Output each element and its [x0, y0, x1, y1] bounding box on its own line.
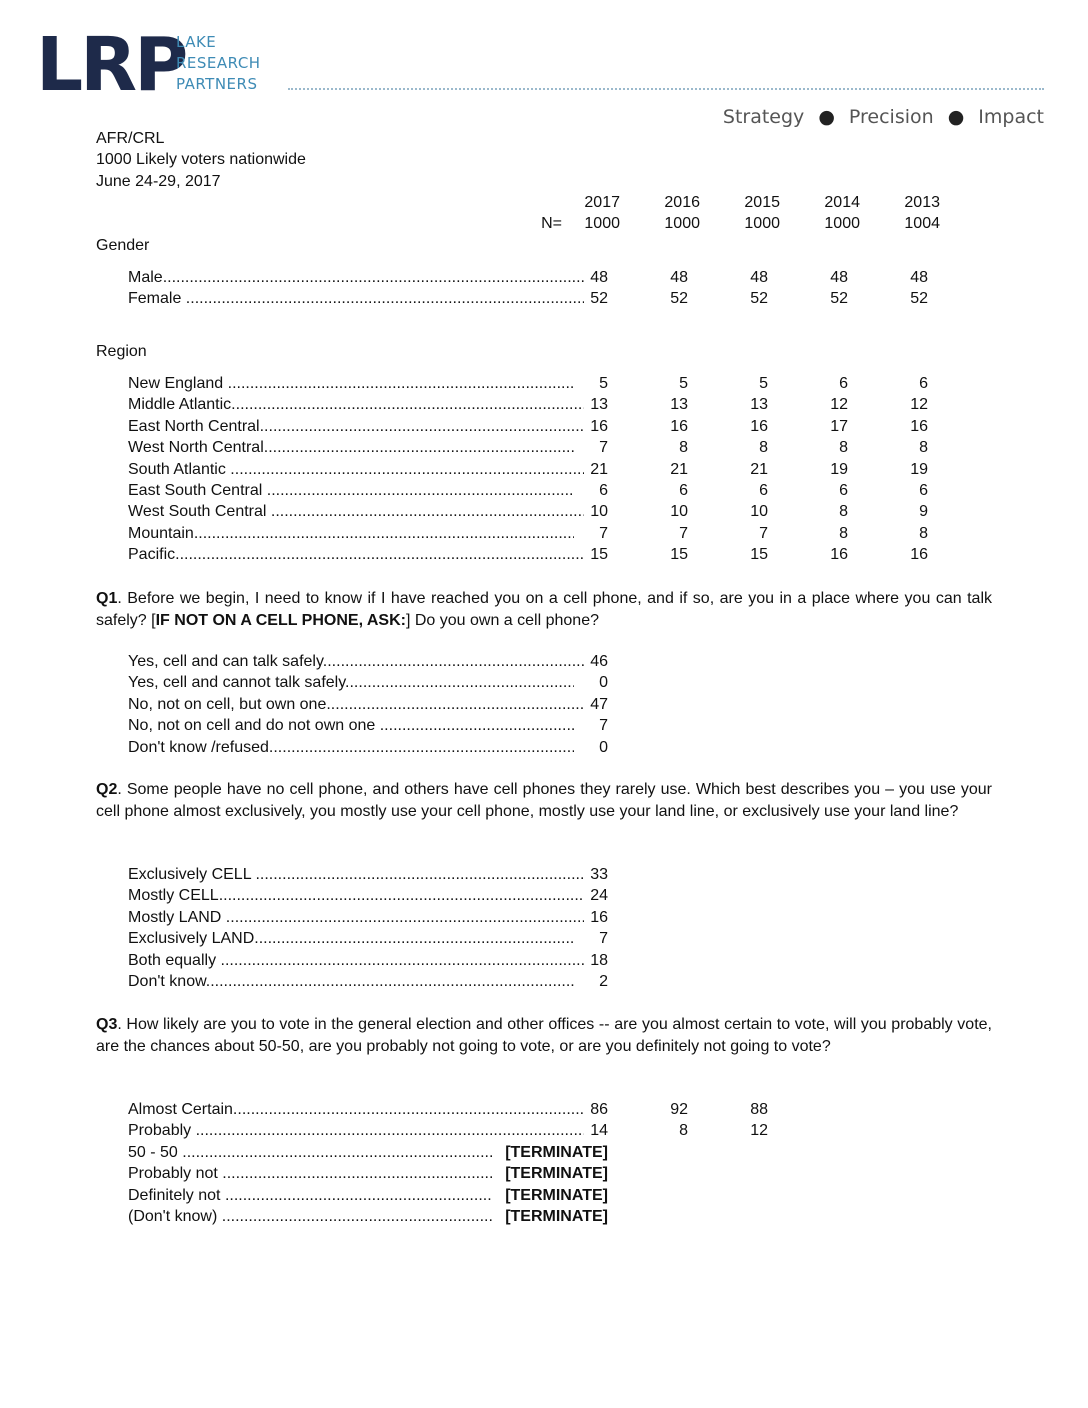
- n-2016: 1000: [664, 215, 700, 232]
- n-2013: 1004: [904, 215, 940, 232]
- row-value: 52: [750, 290, 768, 308]
- lrp-logo-mark: LRP: [36, 22, 186, 108]
- row-value: 48: [750, 269, 768, 286]
- row-value: 17: [830, 417, 848, 435]
- row-value: 15: [750, 546, 768, 564]
- row-label: Middle Atlantic .....: [128, 394, 584, 416]
- row-value: 16: [590, 908, 608, 926]
- row-label: Yes, cell and can talk safely .....: [128, 651, 584, 673]
- table-row: [0, 1099, 1088, 1121]
- row-value: 8: [839, 503, 848, 521]
- row-value: 7: [759, 524, 768, 542]
- row-value: 16: [910, 417, 928, 435]
- field-dates: June 24-29, 2017: [96, 173, 221, 190]
- row-value: 6: [919, 482, 928, 499]
- tagline-impact: Impact: [978, 106, 1044, 128]
- question-text: . Before we begin, I need to know if I have reached you on a cell phone, and if so, are you in a place where you can talk safely? [: [96, 590, 992, 629]
- row-value: 52: [830, 290, 848, 308]
- column-year-2014: 2014: [824, 194, 860, 211]
- row-label: West North Central .....: [128, 437, 574, 459]
- row-value: 33: [590, 866, 608, 883]
- row-value: 7: [599, 930, 608, 948]
- table-row: [0, 288, 1088, 310]
- row-value: 13: [590, 396, 608, 414]
- row-value: 8: [839, 524, 848, 542]
- table-row: [0, 715, 1088, 737]
- row-value: 13: [670, 396, 688, 414]
- row-label: West South Central .....: [128, 501, 584, 523]
- row-value: 6: [839, 375, 848, 392]
- terminate-marker: [TERMINATE]: [505, 1144, 608, 1161]
- row-value: 48: [590, 269, 608, 286]
- table-row: [0, 928, 1088, 950]
- n-2017: 1000: [584, 215, 620, 232]
- row-value: 5: [599, 375, 608, 392]
- row-value: 16: [750, 417, 768, 435]
- row-value: 16: [590, 417, 608, 435]
- row-label: Mostly CELL .....: [128, 885, 584, 907]
- row-label: Don't know /refused .....: [128, 737, 574, 759]
- table-row: [0, 501, 1088, 523]
- row-label: (Don't know) .....: [128, 1206, 492, 1228]
- row-value: 7: [679, 524, 688, 542]
- logo-line-lake: LAKE: [176, 33, 217, 51]
- interviewer-instruction: IF NOT ON A CELL PHONE, ASK:: [155, 611, 406, 629]
- table-row: [0, 907, 1088, 929]
- table-row: [0, 737, 1088, 759]
- sample-description: 1000 Likely voters nationwide: [96, 151, 306, 168]
- row-label: East South Central .....: [128, 480, 574, 502]
- question-number: Q1: [96, 590, 118, 607]
- row-value: 6: [919, 375, 928, 392]
- column-year-2013: 2013: [904, 194, 940, 211]
- n-label: N=: [541, 215, 562, 232]
- row-value: 24: [590, 887, 608, 905]
- row-value: 15: [670, 546, 688, 564]
- row-label: Both equally .....: [128, 950, 584, 972]
- question-text: . How likely are you to vote in the general election and other offices -- are you almost certain to vote, will you probably vote, are the chances about 50-50, are you probably not going to vote, or are you definitely not going to vote?: [96, 1016, 992, 1055]
- row-value: 18: [590, 951, 608, 969]
- table-row: [0, 1185, 1088, 1207]
- table-row: [0, 950, 1088, 972]
- question-q1: [96, 588, 992, 631]
- row-label: Female .....: [128, 288, 584, 310]
- row-value: 6: [679, 482, 688, 499]
- row-label: Mostly LAND .....: [128, 907, 584, 929]
- row-value: 2: [599, 973, 608, 990]
- row-value: 0: [599, 738, 608, 756]
- table-row: [0, 523, 1088, 545]
- row-label: Don't know .....: [128, 971, 574, 993]
- row-value: 48: [670, 269, 688, 286]
- table-row: [0, 459, 1088, 481]
- row-label: 50 - 50 .....: [128, 1142, 492, 1164]
- column-year-2016: 2016: [664, 194, 700, 211]
- table-row: [0, 864, 1088, 886]
- row-value: 88: [750, 1101, 768, 1118]
- row-value: 0: [599, 674, 608, 692]
- row-value: 16: [670, 417, 688, 435]
- row-value: 46: [590, 653, 608, 670]
- row-label: Pacific .....: [128, 544, 584, 566]
- row-value: 7: [599, 439, 608, 457]
- n-2015: 1000: [744, 215, 780, 232]
- header-dotted-rule: [288, 88, 1044, 90]
- row-value: 12: [830, 396, 848, 414]
- table-row: [0, 416, 1088, 438]
- row-label: Definitely not .....: [128, 1185, 492, 1207]
- row-label: East North Central .....: [128, 416, 584, 438]
- row-value: 86: [590, 1101, 608, 1118]
- row-value: 48: [830, 269, 848, 286]
- question-text: . Some people have no cell phone, and others have cell phones they rarely use. Which best describes you – you use your cell phone almost exclusively, you mostly use your cell phone, mostly use your land line, or exclusively use your land line?: [96, 781, 992, 820]
- row-value: 52: [910, 290, 928, 308]
- row-label: Almost Certain .....: [128, 1099, 584, 1121]
- terminate-marker: [TERMINATE]: [505, 1186, 608, 1204]
- row-value: 8: [839, 439, 848, 457]
- row-value: 12: [750, 1122, 768, 1140]
- table-row: [0, 394, 1088, 416]
- row-value: 7: [599, 524, 608, 542]
- row-value: 15: [590, 546, 608, 564]
- row-value: 52: [590, 290, 608, 308]
- table-row: [0, 267, 1088, 289]
- row-label: New England .....: [128, 373, 574, 395]
- row-value: 10: [750, 503, 768, 521]
- row-value: 16: [910, 546, 928, 564]
- row-value: 8: [679, 1122, 688, 1140]
- row-value: 12: [910, 396, 928, 414]
- logo-line-research: RESEARCH: [176, 54, 261, 72]
- row-value: 19: [910, 460, 928, 478]
- row-value: 13: [750, 396, 768, 414]
- row-label: Mountain .....: [128, 523, 574, 545]
- row-value: 5: [679, 375, 688, 392]
- tagline-precision: Precision: [848, 106, 934, 128]
- section-title-gender: Gender: [96, 237, 150, 254]
- table-row: [0, 1142, 1088, 1164]
- row-value: 10: [590, 503, 608, 521]
- logo-wordmark: [176, 32, 261, 95]
- row-value: 14: [590, 1122, 608, 1140]
- bullet-icon: ●: [947, 106, 965, 128]
- table-row: [0, 1120, 1088, 1142]
- row-value: 6: [599, 482, 608, 499]
- row-label: Probably .....: [128, 1120, 584, 1142]
- row-value: 8: [759, 439, 768, 457]
- question-q3: [96, 1014, 992, 1057]
- table-row: [0, 885, 1088, 907]
- row-value: 10: [670, 503, 688, 521]
- row-label: Probably not .....: [128, 1163, 492, 1185]
- logo-line-partners: PARTNERS: [176, 75, 258, 93]
- row-label: Exclusively LAND .....: [128, 928, 574, 950]
- tagline: [723, 106, 1044, 128]
- row-value: 6: [759, 482, 768, 499]
- question-text: ] Do you own a cell phone?: [405, 611, 599, 629]
- table-row: [0, 694, 1088, 716]
- table-row: [0, 480, 1088, 502]
- row-label: Yes, cell and cannot talk safely .....: [128, 672, 574, 694]
- row-label: Male .....: [128, 267, 584, 289]
- row-label: South Atlantic .....: [128, 459, 584, 481]
- tagline-strategy: Strategy: [722, 106, 805, 128]
- row-value: 52: [670, 290, 688, 308]
- bullet-icon: ●: [818, 106, 835, 128]
- row-value: 7: [599, 717, 608, 735]
- row-value: 8: [679, 439, 688, 457]
- question-q2: [96, 779, 992, 822]
- terminate-marker: [TERMINATE]: [505, 1208, 608, 1226]
- row-value: 21: [750, 460, 768, 478]
- terminate-marker: [TERMINATE]: [505, 1165, 608, 1183]
- row-value: 47: [590, 695, 608, 713]
- table-row: [0, 672, 1088, 694]
- row-value: 8: [919, 524, 928, 542]
- row-value: 8: [919, 439, 928, 457]
- row-value: 92: [670, 1101, 688, 1118]
- row-value: 21: [670, 460, 688, 478]
- row-value: 9: [919, 503, 928, 521]
- row-value: 48: [910, 269, 928, 286]
- table-row: [0, 1206, 1088, 1228]
- row-label: Exclusively CELL .....: [128, 864, 584, 886]
- table-row: [0, 1163, 1088, 1185]
- table-row: [0, 544, 1088, 566]
- table-row: [0, 373, 1088, 395]
- row-value: 16: [830, 546, 848, 564]
- column-year-2015: 2015: [744, 194, 780, 211]
- row-value: 21: [590, 460, 608, 478]
- section-title-region: Region: [96, 343, 147, 360]
- column-year-2017: 2017: [584, 194, 620, 211]
- client-name: AFR/CRL: [96, 130, 165, 147]
- row-label: No, not on cell, but own one .....: [128, 694, 584, 716]
- question-number: Q3: [96, 1016, 118, 1033]
- row-label: No, not on cell and do not own one .....: [128, 715, 574, 737]
- table-row: [0, 437, 1088, 459]
- row-value: 19: [830, 460, 848, 478]
- table-row: [0, 971, 1088, 993]
- table-row: [0, 651, 1088, 673]
- question-number: Q2: [96, 781, 118, 798]
- row-value: 6: [839, 482, 848, 499]
- row-value: 5: [759, 375, 768, 392]
- n-2014: 1000: [824, 215, 860, 232]
